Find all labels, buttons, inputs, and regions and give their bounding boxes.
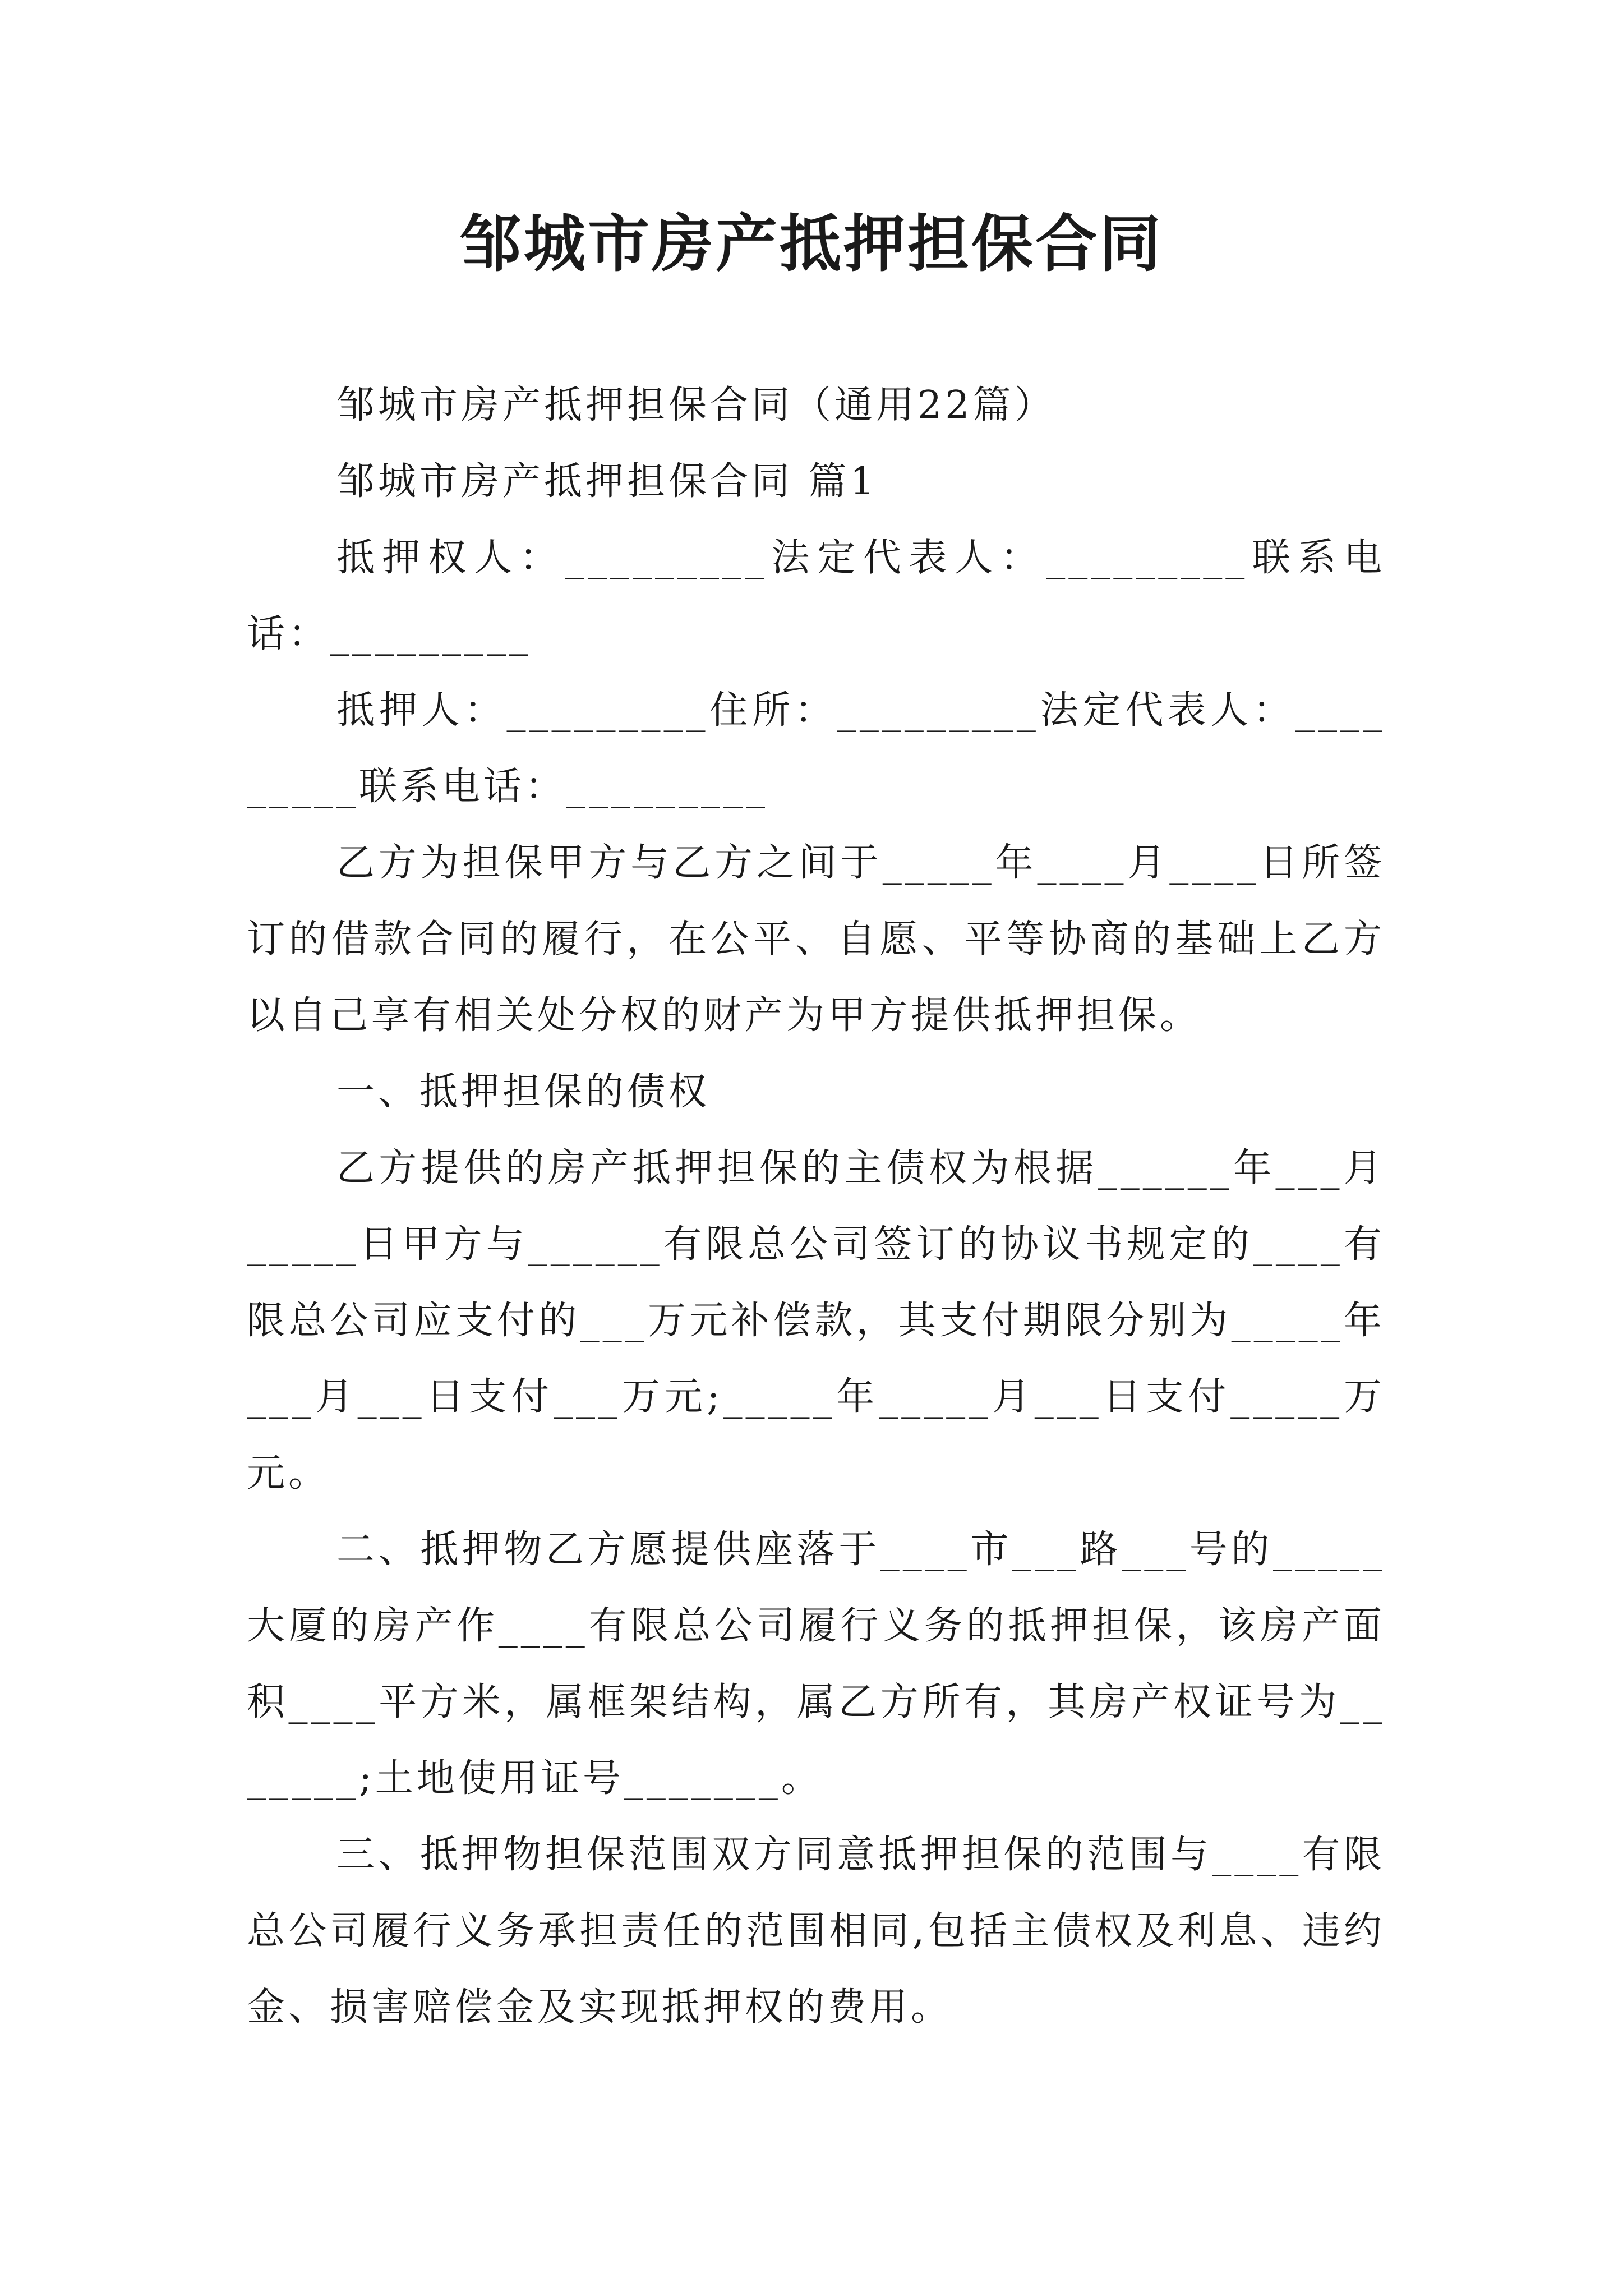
mortgagee-info: 抵押权人：_________法定代表人：_________联系电话：_________ xyxy=(247,536,1385,656)
document-body xyxy=(247,367,1385,2046)
clause-3-body: 三、抵押物担保范围双方同意抵押担保的范围与____有限总公司履行义务承担责任的范围相同,包括主债权及利息、违约金、损害赔偿金及实现抵押权的费用。 xyxy=(247,1833,1385,2030)
subtitle-paragraph: 邹城市房产抵押担保合同（通用22篇） xyxy=(336,383,1056,427)
document-title: 邹城市房产抵押担保合同 xyxy=(460,208,1163,280)
section-heading: 邹城市房产抵押担保合同 篇1 xyxy=(336,459,878,504)
mortgagor-info: 抵押人：_________住所：_________法定代表人：_________联系电话：_________ xyxy=(247,688,1385,809)
clause-1-heading: 一、抵押担保的债权 xyxy=(336,1070,711,1114)
preamble-paragraph: 乙方为担保甲方与乙方之间于_____年____月____日所签订的借款合同的履行，在公平、自愿、平等协商的基础上乙方以自己享有相关处分权的财产为甲方提供抵押担保。 xyxy=(247,841,1385,1038)
clause-2-body: 二、抵押物乙方愿提供座落于____市___路___号的_____大厦的房产作____有限总公司履行义务的抵押担保，该房产面积____平方米，属框架结构，属乙方所有，其房产权证号为_______;土地使用证号_______。 xyxy=(247,1527,1385,1801)
clause-1-body: 乙方提供的房产抵押担保的主债权为根据______年___月_____日甲方与______有限总公司签订的协议书规定的____有限总公司应支付的___万元补偿款，其支付期限分别为_____年___月___日支付___万元;_____年_____月___日支付_____万元。 xyxy=(247,1146,1385,1496)
